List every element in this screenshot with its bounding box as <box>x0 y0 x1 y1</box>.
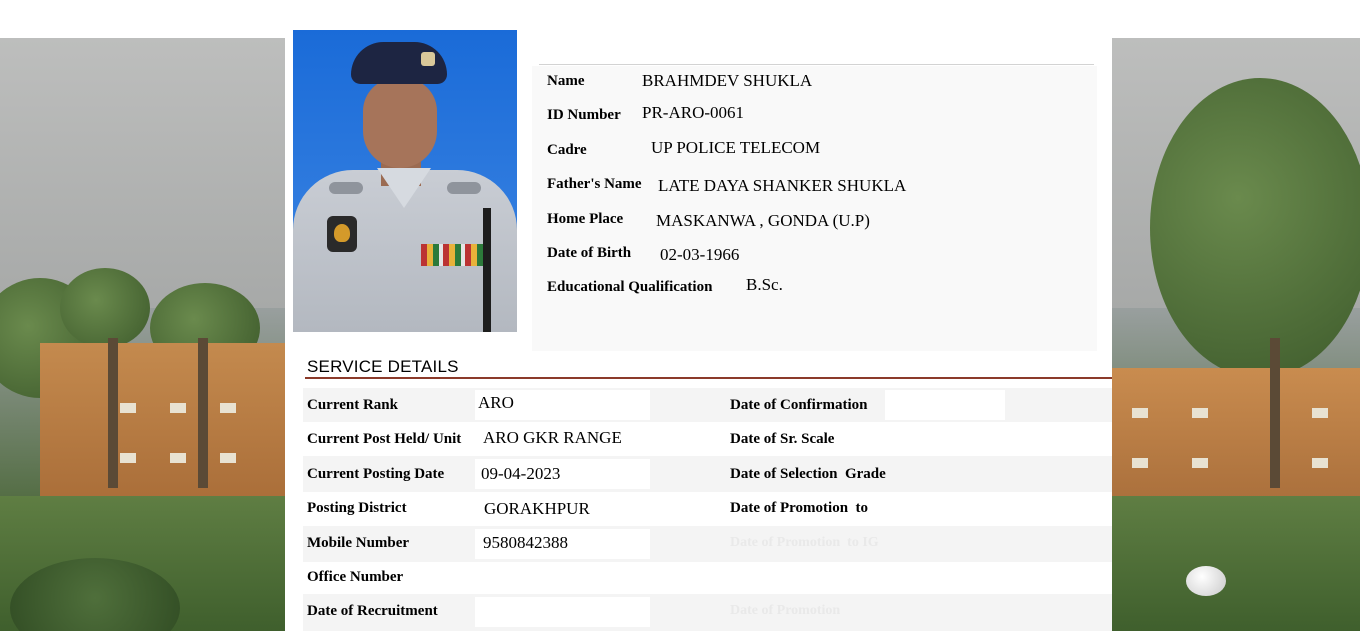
palm-trunk <box>108 338 118 488</box>
cadre-value: UP POLICE TELECOM <box>651 138 821 157</box>
tree <box>1150 78 1360 378</box>
current-posting-date-label: Current Posting Date <box>307 466 445 482</box>
education-value: B.Sc. <box>746 275 783 294</box>
garden-lamp <box>1186 566 1226 596</box>
value-cell <box>885 390 1005 420</box>
cadre-label: Cadre <box>547 142 587 158</box>
date-of-promotion-label: Date of Promotion <box>730 603 841 618</box>
section-rule <box>305 377 1112 379</box>
id-number-value: PR-ARO-0061 <box>642 103 745 122</box>
posting-district-value: GORAKHPUR <box>484 499 590 518</box>
posting-district-label: Posting District <box>307 500 407 516</box>
table-row <box>303 562 1112 594</box>
office-number-label: Office Number <box>307 569 404 585</box>
id-number-label: ID Number <box>547 107 621 123</box>
date-of-promotion-to-ig-label: Date of Promotion to IG <box>730 535 879 550</box>
date-of-birth-label: Date of Birth <box>547 245 632 261</box>
mobile-number-label: Mobile Number <box>307 535 410 551</box>
tree <box>60 268 150 348</box>
profile-card <box>285 0 1112 631</box>
service-details-title: SERVICE DETAILS <box>307 357 459 376</box>
home-place-value: MASKANWA , GONDA (U.P) <box>656 211 870 230</box>
education-label: Educational Qualification <box>547 279 713 295</box>
father-name-value: LATE DAYA SHANKER SHUKLA <box>658 176 907 195</box>
value-cell <box>475 597 650 627</box>
current-post-label: Current Post Held/ Unit <box>307 431 462 447</box>
tree-trunk <box>1270 338 1280 488</box>
current-rank-value: ARO <box>478 393 514 412</box>
date-of-selection-grade-label: Date of Selection Grade <box>730 466 886 482</box>
current-post-value: ARO GKR RANGE <box>483 428 622 447</box>
date-of-promotion-to-label: Date of Promotion to <box>730 500 869 516</box>
name-value: BRAHMDEV SHUKLA <box>642 71 813 90</box>
date-of-birth-value: 02-03-1966 <box>660 245 740 264</box>
current-posting-date-value: 09-04-2023 <box>481 464 561 483</box>
date-of-recruitment-label: Date of Recruitment <box>307 603 438 619</box>
palm-trunk <box>198 338 208 488</box>
date-of-confirmation-label: Date of Confirmation <box>730 397 868 413</box>
officer-photo <box>293 30 517 332</box>
name-label: Name <box>547 73 585 89</box>
mobile-number-value: 9580842388 <box>483 533 568 552</box>
home-place-label: Home Place <box>547 211 624 227</box>
date-of-sr-scale-label: Date of Sr. Scale <box>730 431 835 447</box>
divider <box>539 64 1094 65</box>
current-rank-label: Current Rank <box>307 397 398 413</box>
table-row <box>303 492 1112 526</box>
father-name-label: Father's Name <box>547 176 642 192</box>
table-row <box>303 526 1112 562</box>
